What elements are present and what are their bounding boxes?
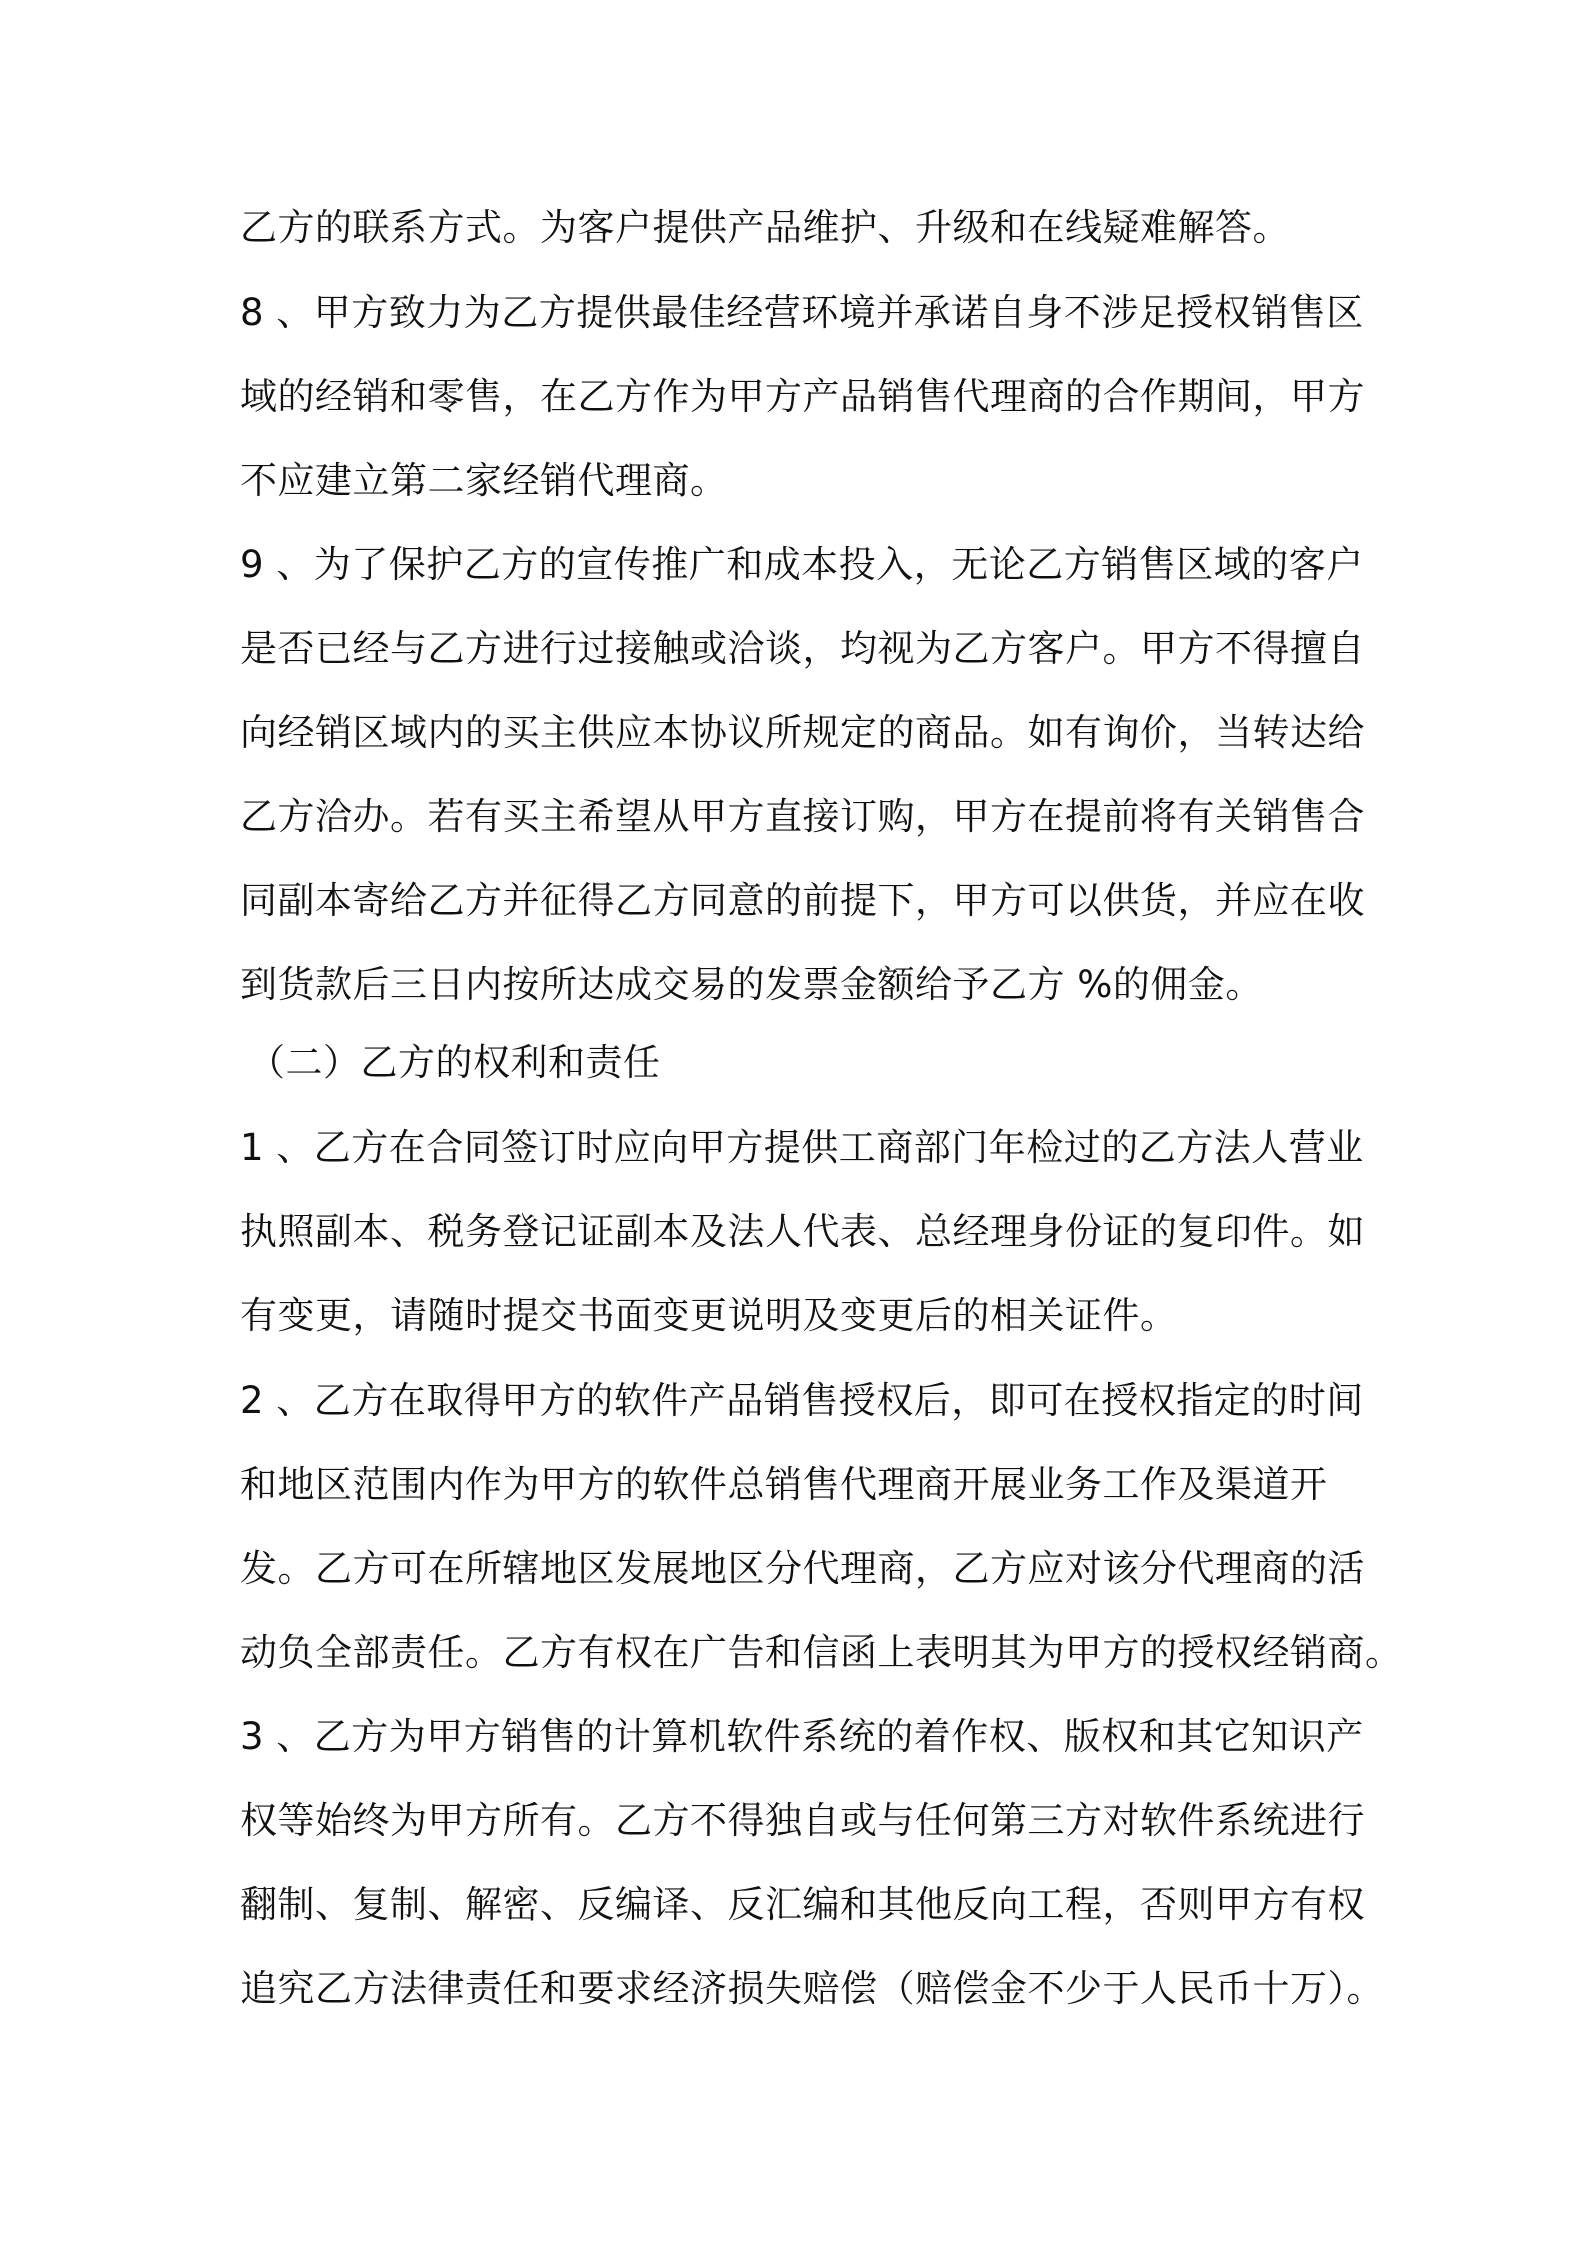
text-line-18: 动负全部责任。乙方有权在广告和信函上表明其为甲方的授权经销商。 <box>240 1631 1403 1674</box>
text-line-5: 9 、为了保护乙方的宣传推广和成本投入，无论乙方销售区域的客户 <box>240 543 1364 586</box>
text-line-10: 到货款后三日内按所达成交易的发票金额给予乙方 %的佣金。 <box>240 963 1263 1006</box>
text-line-20: 权等始终为甲方所有。乙方不得独自或与任何第三方对软件系统进行 <box>240 1799 1365 1842</box>
text-line-17: 发。乙方可在所辖地区发展地区分代理商，乙方应对该分代理商的活 <box>240 1547 1365 1590</box>
text-line-16: 和地区范围内作为甲方的软件总销售代理商开展业务工作及渠道开 <box>240 1463 1328 1506</box>
text-line-7: 向经销区域内的买主供应本协议所规定的商品。如有询价，当转达给 <box>240 711 1365 754</box>
text-line-6: 是否已经与乙方进行过接触或洽谈，均视为乙方客户。甲方不得擅自 <box>240 627 1365 670</box>
text-line-21: 翻制、复制、解密、反编译、反汇编和其他反向工程，否则甲方有权 <box>240 1883 1365 1926</box>
text-line-8: 乙方洽办。若有买主希望从甲方直接订购，甲方在提前将有关销售合 <box>240 795 1365 838</box>
text-line-13: 执照副本、税务登记证副本及法人代表、总经理身份证的复印件。如 <box>240 1210 1365 1253</box>
text-line-19: 3 、乙方为甲方销售的计算机软件系统的着作权、版权和其它知识产 <box>240 1715 1364 1758</box>
text-line-22: 追究乙方法律责任和要求经济损失赔偿（赔偿金不少于人民币十万）。 <box>240 1967 1384 2010</box>
text-line-4: 不应建立第二家经销代理商。 <box>240 459 728 502</box>
text-line-9: 同副本寄给乙方并征得乙方同意的前提下，甲方可以供货，并应在收 <box>240 879 1365 922</box>
text-line-3: 域的经销和零售，在乙方作为甲方产品销售代理商的合作期间，甲方 <box>240 375 1365 418</box>
text-line-1: 乙方的联系方式。为客户提供产品维护、升级和在线疑难解答。 <box>240 206 1290 249</box>
text-line-15: 2 、乙方在取得甲方的软件产品销售授权后，即可在授权指定的时间 <box>240 1379 1364 1422</box>
text-line-12: 1 、乙方在合同签订时应向甲方提供工商部门年检过的乙方法人营业 <box>240 1126 1364 1169</box>
text-line-14: 有变更，请随时提交书面变更说明及变更后的相关证件。 <box>240 1294 1178 1337</box>
text-line-2: 8 、甲方致力为乙方提供最佳经营环境并承诺自身不涉足授权销售区 <box>240 291 1364 334</box>
section-heading: （二）乙方的权利和责任 <box>248 1041 661 1084</box>
